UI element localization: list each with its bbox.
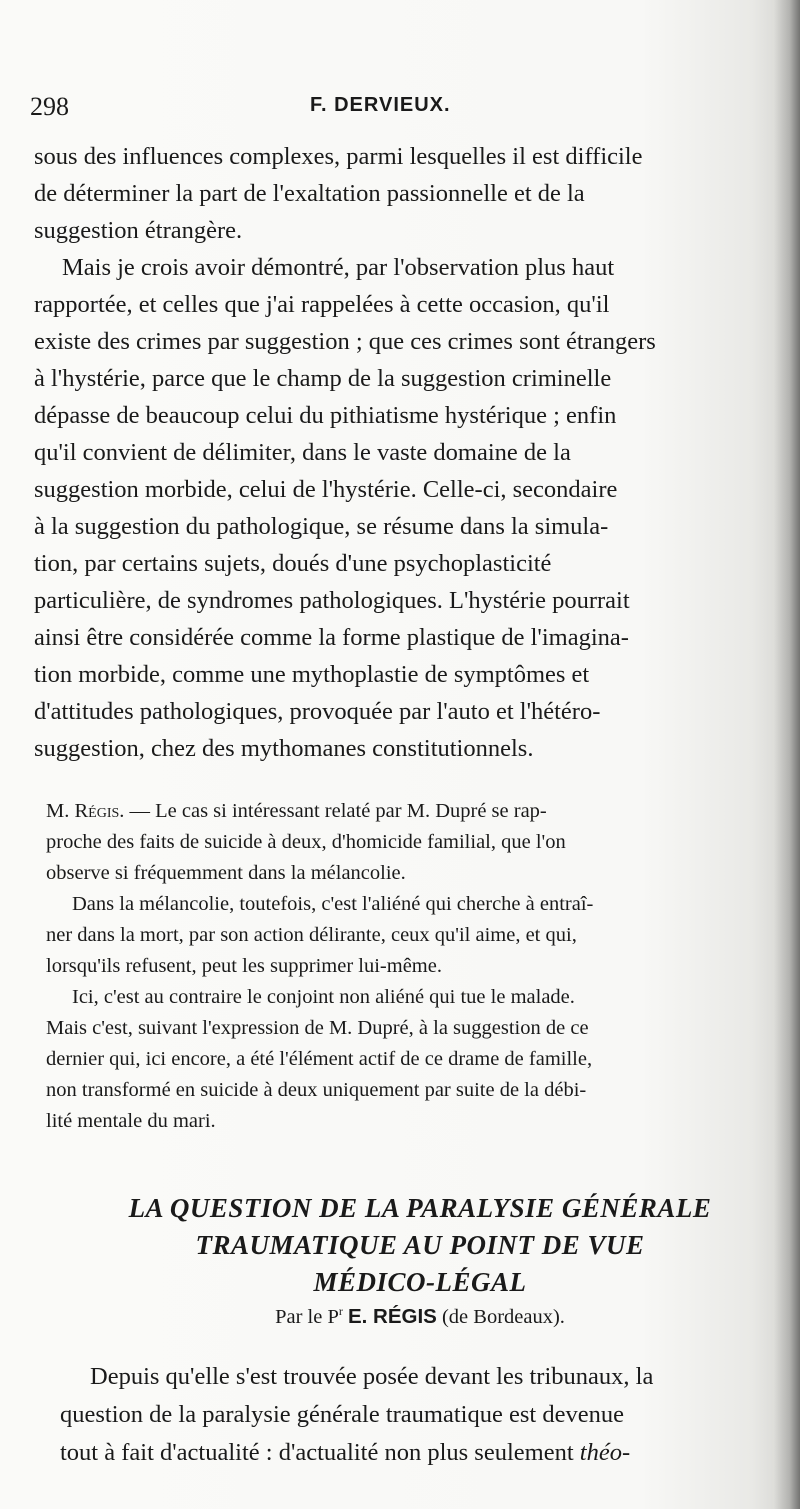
speaker-name: M. Régis. [46,800,125,822]
text-line: particulière, de syndromes pathologiques. L'hystérie pourrait [34,587,630,614]
text-line: lorsqu'ils refusent, peut les supprimer lui-même. [46,955,442,977]
text-segment: tout à fait d'actualité : d'actualité non plus seulement [60,1439,574,1466]
author-name: E. RÉGIS [347,1304,437,1328]
text-line: à l'hystérie, parce que le champ de la suggestion criminelle [34,365,612,392]
continued-text [34,138,764,767]
byline-suffix: (de Bordeaux). [441,1305,565,1328]
text-line: Dans la mélancolie, toutefois, c'est l'aliéné qui cherche à entraî- [72,893,594,915]
text-line [60,1434,782,1472]
discussion-paragraph [46,982,768,1137]
text-line: Depuis qu'elle s'est trouvée posée devant les tribunaux, la [90,1363,654,1390]
text-line: sous des influences complexes, parmi lesquelles il est difficile [34,143,643,170]
text-line: tion, par certains sujets, doués d'une psychoplasticité [34,550,552,577]
paragraph-continued [34,138,764,249]
text-line: Mais c'est, suivant l'expression de M. Dupré, à la suggestion de ce [46,1017,589,1039]
text-line: suggestion, chez des mythomanes constitutionnels. [34,735,534,762]
text-line: observe si fréquemment dans la mélancolie. [46,862,406,884]
text-line: suggestion morbide, celui de l'hystérie. Celle-ci, secondaire [34,476,618,503]
article-title [60,1190,780,1301]
text-line: qu'il convient de délimiter, dans le vaste domaine de la [34,439,571,466]
text-line: Mais je crois avoir démontré, par l'observation plus haut [62,254,615,281]
running-head: F. DERVIEUX. [310,94,451,116]
discussion-paragraph [46,796,768,889]
text-line: ner dans la mort, par son action délirante, ceux qu'il aime, et qui, [46,924,577,946]
text-line: tion morbide, comme une mythoplastie de symptômes et [34,661,590,688]
discussion-paragraph [46,889,768,982]
text-line: dernier qui, ici encore, a été l'élément actif de ce drame de famille, [46,1048,593,1070]
text-line: Ici, c'est au contraire le conjoint non aliéné qui tue le malade. [72,986,575,1008]
title-line: LA QUESTION DE LA PARALYSIE GÉNÉRALE [128,1193,712,1223]
article-byline [60,1304,780,1329]
italic-word: théo- [579,1439,631,1466]
text-segment: — Le cas si intéressant relaté par M. Dupré se rap- [124,800,547,822]
text-line [46,796,768,827]
text-line: à la suggestion du pathologique, se résume dans la simula- [34,513,609,540]
byline-prefix: Par le P [275,1305,339,1328]
article-opening-paragraph [60,1358,782,1472]
page-number: 298 [30,92,69,121]
text-line: existe des crimes par suggestion ; que ces crimes sont étrangers [34,328,656,355]
title-line: MÉDICO-LÉGAL [313,1267,527,1297]
discussion-section [46,796,768,1137]
page-header [30,92,770,132]
text-line: proche des faits de suicide à deux, d'homicide familial, que l'on [46,831,566,853]
text-line: question de la paralysie générale traumatique est devenue [60,1401,624,1428]
byline-sup: r [338,1304,343,1318]
text-line: ainsi être considérée comme la forme plastique de l'imagina- [34,624,629,651]
title-line: TRAUMATIQUE AU POINT DE VUE [195,1230,645,1260]
text-line: de déterminer la part de l'exaltation passionnelle et de la [34,180,585,207]
text-line: lité mentale du mari. [46,1110,216,1132]
text-line: dépasse de beaucoup celui du pithiatisme hystérique ; enfin [34,402,617,429]
paragraph-conclusion [34,249,764,767]
text-line: rapportée, et celles que j'ai rappelées à cette occasion, qu'il [34,291,610,318]
text-line: non transformé en suicide à deux uniquement par suite de la débi- [46,1079,587,1101]
text-line: d'attitudes pathologiques, provoquée par l'auto et l'hétéro- [34,698,601,725]
text-line: suggestion étrangère. [34,217,243,244]
